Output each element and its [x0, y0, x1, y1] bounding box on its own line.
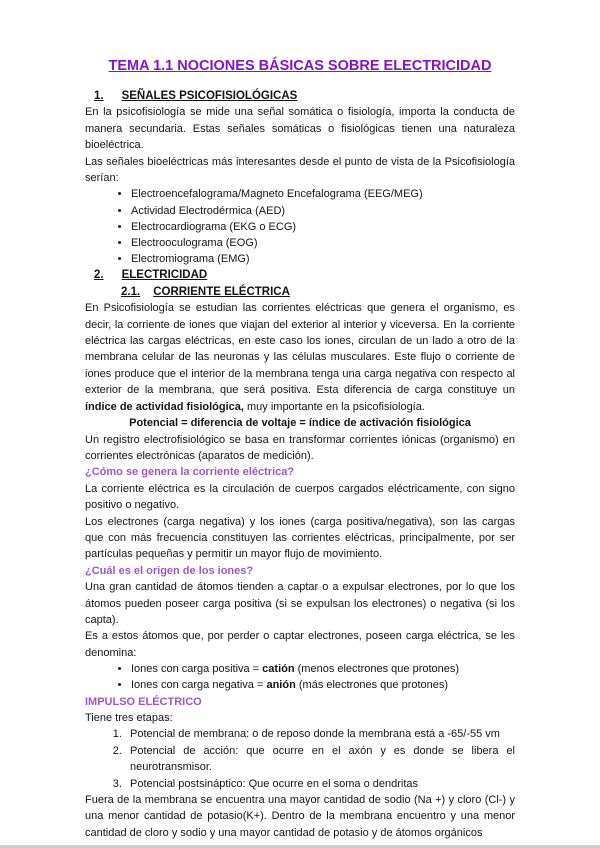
list-item-eeg: • Electroencefalograma/Magneto Encefalograma (EEG/MEG) — [131, 186, 515, 202]
paragraph-ion-naming: Es a estos átomos que, por perder o captar electrones, poseen carga eléctrica, se les denomina: — [85, 630, 515, 659]
paragraph-impulse-intro: Tiene tres etapas: — [85, 712, 173, 725]
section-2-heading — [85, 267, 515, 283]
list-item-cation — [131, 661, 515, 677]
list-item-postsynaptic-potential: 3. Potencial postsináptico: Que ocurre en el soma o dendritas — [125, 776, 515, 792]
list-item-aed: • Actividad Electrodérmica (AED) — [131, 203, 515, 219]
paragraph-electric-current-end: muy importante en la psicofisiología. — [243, 400, 425, 413]
paragraph-electrons-ions: Los electrones (carga negativa) y los iones (carga positiva/negativa), son las cargas que con más frecuencia constituyen las corrientes eléctricas, principalmente, por ser partículas pequeñas y permitir un mayor flujo de movimiento. — [85, 515, 515, 561]
paragraph-electric-current — [85, 300, 515, 415]
potential-formula: Potencial = diferencia de voltaje = índice de activación fisiológica — [129, 417, 471, 430]
paragraph-electrophysiological-record: Un registro electrofisiológico se basa en transformar corrientes iónicas (organismo) en corrientes electrónicas (aparatos de medición). — [85, 433, 515, 462]
bioelectric-signals-list — [85, 186, 515, 267]
list-item-eog: • Electrooculograma (EOG) — [131, 235, 515, 251]
section-2-number: 2. — [94, 269, 104, 282]
cation-post-text: (menos electrones que protones) — [294, 663, 460, 676]
section-2-heading-text: ELECTRICIDAD — [121, 269, 208, 282]
paragraph-signals-1: En la psicofisiología se mide una señal somática o fisiología, importa la conducta de manera secundaria. Estas señales somáticas o fisiológicas tienen una naturaleza bioeléctrica. — [85, 106, 515, 152]
cation-pre-text: Iones con carga positiva = — [131, 663, 263, 676]
anion-pre-text: Iones con carga negativa = — [131, 679, 267, 692]
term-cation: catión — [262, 663, 295, 676]
paragraph-current-definition: La corriente eléctrica es la circulación de cuerpos cargados eléctricamente, con signo positivo o negativo. — [85, 482, 515, 512]
question-heading-current-generation: ¿Cómo se genera la corriente eléctrica? — [85, 466, 295, 479]
list-item-emg: • Electromiograma (EMG) — [131, 251, 515, 267]
list-item-action-potential: 2. Potencial de acción: que ocurre en el axón y es donde se libera el neurotransmisor. — [125, 743, 515, 776]
impulse-stages-list — [85, 726, 515, 792]
heading-electric-impulse: IMPULSO ELÉCTRICO — [85, 695, 202, 708]
section-2-1-heading — [85, 284, 515, 300]
term-anion: anión — [266, 679, 296, 692]
section-1-heading — [85, 88, 515, 104]
paragraph-signals-2: Las señales bioeléctricas más interesantes desde el punto de vista de la Psicofisiología serían: — [85, 155, 515, 185]
section-2-1-number: 2.1. — [121, 285, 141, 298]
anion-post-text: (más electrones que protones) — [295, 679, 449, 692]
term-physiological-activity-index: índice de actividad fisiológica, — [85, 400, 244, 413]
list-item-anion — [131, 677, 515, 693]
paragraph-electric-current-text: En Psicofisiología se estudian las corrientes eléctricas que genera el organismo, es decir, la corriente de iones que viajan del exterior al interior y viceversa. En la corriente eléctrica las cargas eléctricas, en este caso los iones, circulan de un lado a otro de la membrana celular de las neuronas y las células musculares. Este flujo o corriente de iones produce que el interior de la membrana tenga una carga negativa con respecto al exterior de la membrana, que será positiva. Esta diferencia de carga constituye un — [85, 302, 515, 397]
paragraph-membrane-ions: Fuera de la membrana se encuentra una mayor cantidad de sodio (Na +) y cloro (Cl-) y una menor cantidad de potasio(K+). Dentro de la membrana encuentro y una menor cantidad de cloro y sodio y una mayor cantidad de potasio y de átomos orgánicos — [85, 794, 515, 839]
question-heading-ion-origin: ¿Cuál es el origen de los iones? — [85, 564, 254, 577]
section-2-1-heading-text: CORRIENTE ELÉCTRICA — [153, 285, 290, 298]
section-1-heading-text: SEÑALES PSICOFISIOLÓGICAS — [121, 90, 298, 102]
ion-types-list — [85, 661, 515, 693]
list-item-ekg: • Electrocardiograma (EKG o ECG) — [131, 219, 515, 235]
document-title: TEMA 1.1 NOCIONES BÁSICAS SOBRE ELECTRICIDAD — [108, 58, 492, 74]
paragraph-atoms-charge: Una gran cantidad de átomos tienden a captar o a expulsar electrones, por lo que los átomos pueden poseer carga positiva (si se expulsan los electrones) o negativa (si los capta). — [85, 581, 515, 626]
section-1-number: 1. — [94, 90, 104, 102]
list-item-membrane-potential: 1. Potencial de membrana: o de reposo donde la membrana está a -65/-55 vm — [125, 726, 515, 742]
